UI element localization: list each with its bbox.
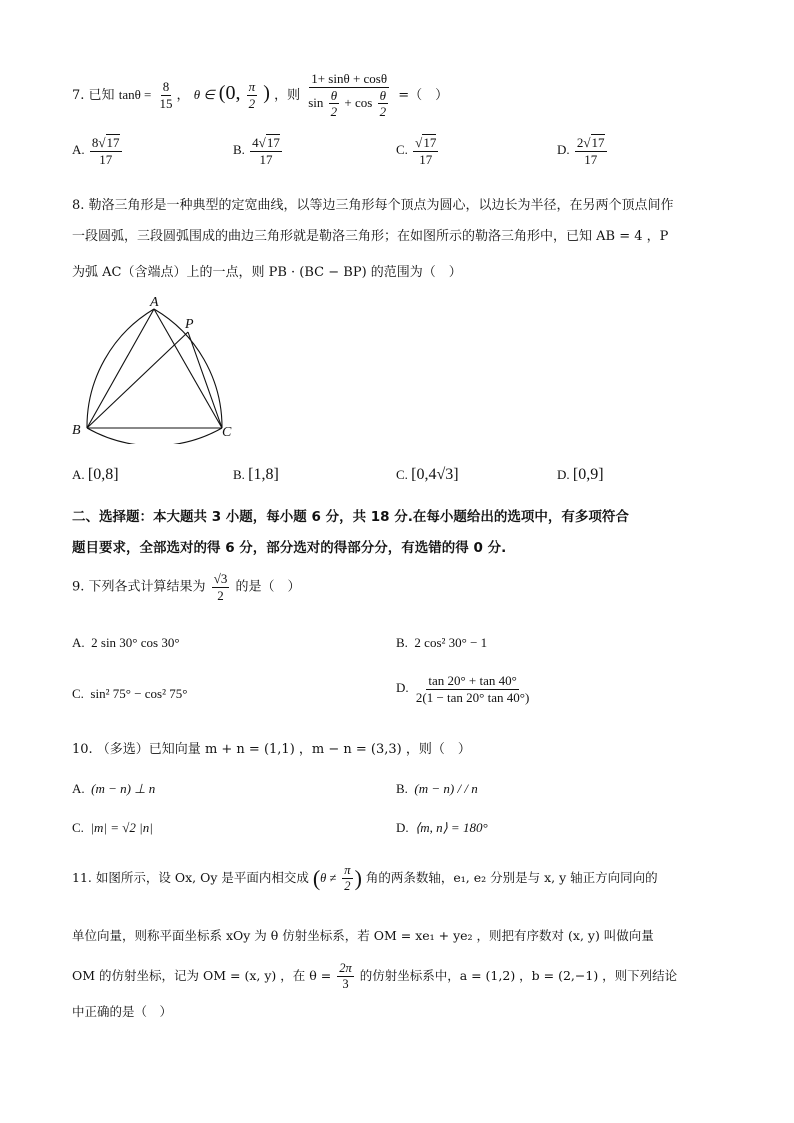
q7-theta-1: θ [330,87,338,103]
q9-frac-num: √3 [213,571,228,586]
q7-option-a-label: A. [72,142,85,158]
q11-line-3a: OM 的仿射坐标，记为 OM = (x, y) ，在 θ = [72,968,332,984]
q11-pi: π [342,864,352,879]
q8-option-b-value: [1,8] [248,466,279,483]
q10-option-b-value: (m − n) / / n [414,781,478,796]
label-p: P [185,317,194,332]
q8-option-d-label: D. [557,467,570,482]
q9-frac-den: 2 [217,587,224,603]
reuleaux-triangle-figure [68,292,248,444]
q7-option-c-rad: 17 [423,135,437,150]
q7-option-d-coef: 2 [576,135,584,150]
q7-option-d-value: $\frac{2√17}{17}$ [576,135,605,167]
q10-option-c-label: C. [72,820,84,835]
q7-expr-den [306,88,392,119]
label-c: C [222,425,232,440]
q7-text: 已知 [88,87,115,103]
q9-option-a [72,635,180,651]
q11-two: 2 [344,879,351,894]
q8-line-3: 为弧 AC（含端点）上的一点，则 PB · (BC − BP) 的范围为（ ） [72,265,462,280]
q8-option-c [396,466,459,484]
q9-option-d-num: tan 20° + tan 40° [428,673,517,688]
q8-line-2: 一段圆弧，三段圆弧围成的曲边三角形就是勒洛三角形；在如图所示的勒洛三角形中，已知 AB = 4 ，P [72,229,669,244]
q9-option-d-den: 2(1 − tan 20° tan 40°) [415,689,530,705]
q7-option-b-rad: 17 [266,135,280,150]
q11-angle-fraction [337,962,354,991]
q7-two-1: 2 [330,104,338,120]
q9-option-d [396,674,533,704]
q7-interval-close: ) [263,81,270,104]
q11-paren-open: ( [312,865,321,891]
q7-stem: 7. 已知 tanθ = $\frac{8}{15}$ ， θ ∈ (0, $\frac{\pi}{2}$ ) ，则 1+ sinθ + cosθ sin $\frac{\theta}{2}$ + cos $\frac{\theta}{2}$ =（ ） [72,71,449,120]
q11-angle-num: 2π [337,962,354,977]
q11-line-4: 中正确的是（ ） [72,1004,173,1019]
q7-option-c-value: $\frac{√17}{17}$ [415,135,437,167]
segment-pc [188,332,222,428]
section-2-heading-line-1: 二、选择题：本大题共 3 小题，每小题 6 分，共 18 分.在每小题给出的选项中，有多项符合 [72,509,629,525]
q7-option-c-label: C. [396,142,408,158]
q7-theta-in: θ ∈ [193,86,215,102]
q7-option-c-den: 17 [419,151,433,167]
q9-option-b-value: 2 cos² 30° − 1 [414,635,488,650]
q7-option-b-label: B. [233,142,245,158]
q9-option-d-label: D. [396,680,409,696]
q10-option-a [72,781,155,797]
q7-option-d-den: 17 [584,151,598,167]
q8-option-d [557,466,604,484]
q11-line-1a: 11. 如图所示，设 Ox, Oy 是平面内相交成 [72,870,309,886]
q9-option-c-label: C. [72,686,84,701]
q7-half-theta-2 [378,89,389,119]
q7-paren: =（ ） [398,87,449,103]
q7-option-a-den: 17 [99,151,113,167]
q7-pi: π [248,79,256,95]
q8-option-b [233,466,279,484]
q10-option-c-value: |m| = √2 |n| [90,820,153,835]
q7-option-d-label: D. [557,142,570,158]
q8-option-d-value: [0,9] [572,466,604,483]
q9-option-b-label: B. [396,635,408,650]
q11-theta: θ ≠ [320,871,337,886]
section-2-heading-line-2: 题目要求，全部选对的得 6 分，部分选对的得部分分，有选错的得 0 分. [72,540,507,556]
q8-option-c-value: [0,4√3] [411,466,459,483]
q9-option-c [72,686,187,702]
q7-number: 7. [72,87,85,103]
q11-line-2: 单位向量，则称平面坐标系 xOy 为 θ 仿射坐标系，若 OM = xe₁ + ye₂ ，则把有序数对 (x, y) 叫做向量 [72,928,654,943]
q7-tan-num: 8 [162,79,170,95]
label-a: A [150,295,159,310]
q9-option-a-value: 2 sin 30° cos 30° [91,635,180,650]
q7-sin: sin [308,94,324,110]
q10-option-d-label: D. [396,820,409,835]
q11-paren-close: ) [354,865,362,891]
q10-stem: 10. （多选）已知向量 m + n = (1,1) ，m − n = (3,3) ，则（ ） [72,742,471,757]
q7-option-b-den: 17 [259,151,273,167]
q10-option-a-value: (m − n) ⊥ n [91,781,156,796]
q7-pi-fraction [247,80,258,110]
q7-tan-den: 15 [159,95,173,111]
q10-option-d-value: ⟨m, n⟩ = 180° [415,820,488,835]
q7-theta-2: θ [379,87,387,103]
q8-option-a [72,466,119,484]
q11-line-1 [72,864,658,893]
q10-option-c [72,820,153,836]
label-b: B [72,423,81,438]
q7-half-theta-1 [329,89,340,119]
q11-line-3 [72,962,677,991]
q7-option-a-value: $\frac{8√17}{17}$ [91,135,120,167]
q7-option-a-rad: 17 [106,135,120,150]
q7-two-2: 2 [379,104,387,120]
q7-then: ，则 [274,87,301,103]
q8-option-a-value: [0,8] [87,466,119,483]
q8-option-a-label: A. [72,467,85,482]
q11-angle-den: 3 [342,977,349,992]
q7-option-c [396,136,440,166]
q10-option-b-label: B. [396,781,408,796]
q9-option-c-value: sin² 75° − cos² 75° [90,686,188,701]
q7-option-d [557,136,609,166]
q7-option-b-value: $\frac{4√17}{17}$ [252,135,280,167]
q7-option-b-coef: 4 [252,135,259,150]
q7-expression [306,72,392,119]
q7-option-a-coef: 8 [91,135,99,150]
arc-bc [87,428,222,444]
q10-option-b [396,781,478,797]
q8-line-1: 8. 勒洛三角形是一种典型的定宽曲线，以等边三角形每个顶点为圆心，以边长为半径，在另两个顶点间作 [72,198,674,213]
q11-pi-fraction [342,864,352,893]
q9-pre: 9. 下列各式计算结果为 [72,579,206,595]
side-ab [87,309,154,428]
q7-option-d-rad: 17 [591,135,605,150]
q9-option-a-label: A. [72,635,85,650]
q9-post: 的是（ ） [235,579,301,595]
q11-line-3b: 的仿射坐标系中，a = (1,2) ，b = (2,−1) ，则下列结论 [359,968,678,984]
q7-two: 2 [248,95,256,111]
q9-stem [72,572,300,602]
q7-tan-fraction [158,80,175,110]
q8-option-b-label: B. [233,467,245,482]
q7-interval-open: (0, [218,81,241,104]
q9-option-d-fraction [414,674,531,704]
q9-fraction [212,572,230,602]
q7-expr-num: 1+ sinθ + cosθ [311,71,388,86]
q7-option-a [72,136,124,166]
q8-option-c-label: C. [396,467,408,482]
q7-tan: tanθ = [118,86,152,102]
segment-pb [87,332,188,428]
q9-option-b [396,635,487,651]
q7-cos: + cos [344,94,373,110]
q10-option-d [396,820,488,836]
q10-option-a-label: A. [72,781,85,796]
q11-line-1b: 角的两条数轴，e₁, e₂ 分别是与 x, y 轴正方向同向的 [365,870,658,886]
q7-option-b [233,136,284,166]
